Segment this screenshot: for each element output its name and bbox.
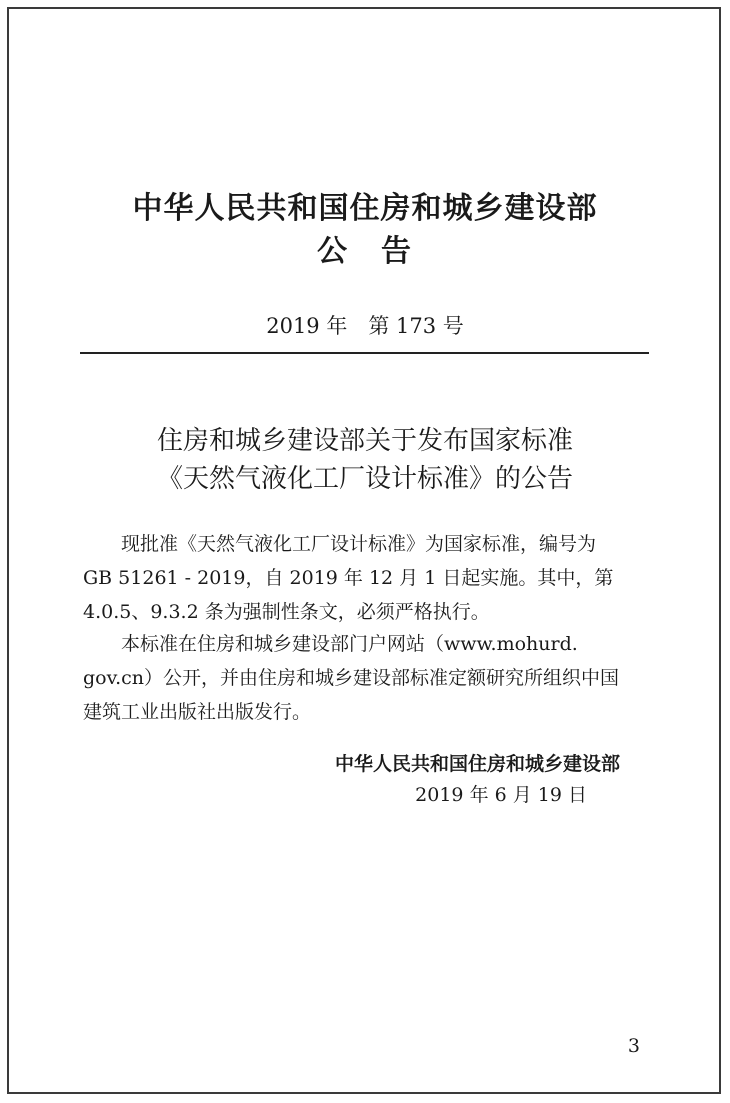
header-divider <box>80 352 649 354</box>
paragraph-line: 现批准《天然气液化工厂设计标准》为国家标准，编号为 <box>83 533 597 555</box>
notice-title-line-2: 《天然气液化工厂设计标准》的公告 <box>156 464 573 494</box>
paragraph-line: 4.0.5、9.3.2 条为强制性条文，必须严格执行。 <box>83 601 490 623</box>
signature-org: 中华人民共和国住房和城乡建设部 <box>334 753 620 775</box>
body-paragraph-1 <box>83 527 647 629</box>
paragraph-line: 本标准在住房和城乡建设部门户网站（www.mohurd. <box>83 633 578 655</box>
announcement-label: 公 告 <box>317 234 413 269</box>
ministry-name: 中华人民共和国住房和城乡建设部 <box>132 191 598 226</box>
body-paragraph-2 <box>83 627 647 729</box>
paragraph-line: GB 51261 - 2019，自 2019 年 12 月 1 日起实施。其中，第 <box>83 567 614 589</box>
signature-date: 2019 年 6 月 19 日 <box>415 784 587 806</box>
document-number: 2019 年 第 173 号 <box>266 314 464 338</box>
paragraph-line: 建筑工业出版社出版发行。 <box>83 701 312 723</box>
paragraph-line: gov.cn）公开，并由住房和城乡建设部标准定额研究所组织中国 <box>83 667 620 689</box>
notice-title-line-1: 住房和城乡建设部关于发布国家标准 <box>156 426 573 456</box>
page-number: 3 <box>627 1035 640 1057</box>
